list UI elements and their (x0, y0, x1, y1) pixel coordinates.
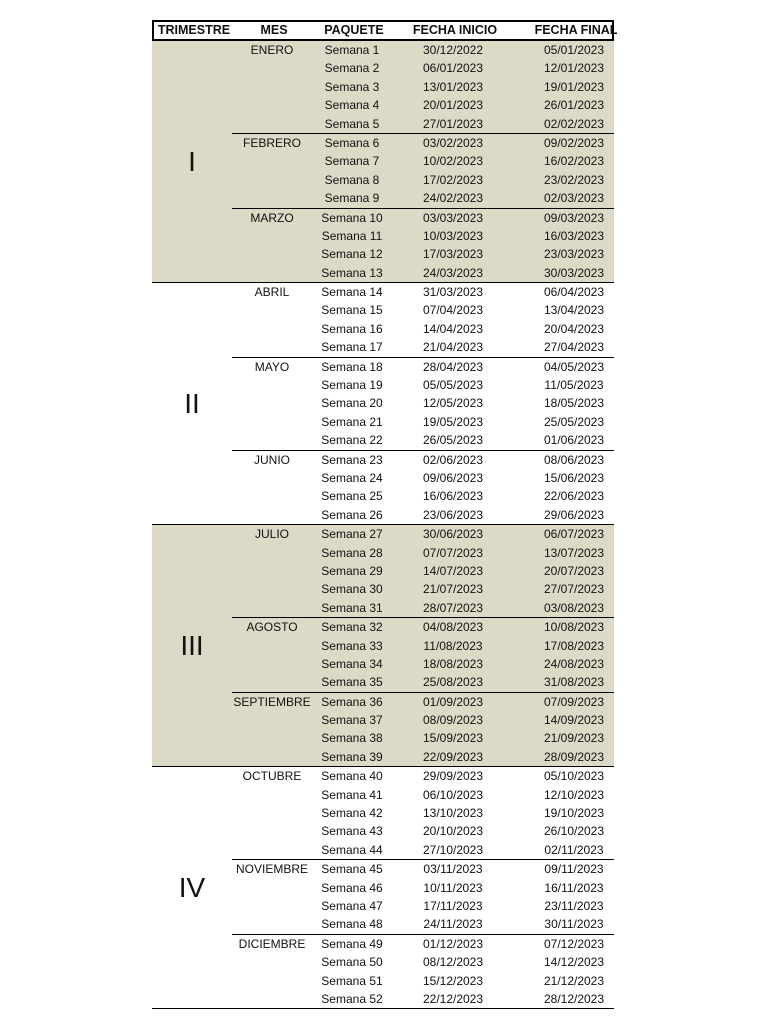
month-block (232, 767, 614, 859)
paquete-cell: Semana 17 (321, 340, 383, 355)
table-row (232, 786, 614, 804)
table-row (232, 693, 614, 711)
fecha-final-cell: 05/01/2023 (543, 43, 605, 57)
table-row (232, 525, 614, 543)
month-block (232, 450, 614, 525)
paquete-cell: Semana 37 (321, 713, 383, 728)
fecha-inicio-cell: 21/04/2023 (422, 340, 484, 355)
paquete-cell: Semana 7 (324, 154, 380, 169)
paquete-cell: Semana 25 (321, 489, 383, 504)
paquete-cell: Semana 45 (321, 862, 383, 877)
table-row (232, 413, 614, 431)
fecha-final-cell: 07/12/2023 (543, 936, 605, 951)
month-block (232, 208, 614, 283)
fecha-inicio-cell: 18/08/2023 (422, 656, 484, 671)
fecha-final-cell: 02/11/2023 (544, 842, 604, 857)
paquete-cell: Semana 3 (324, 79, 380, 94)
paquete-cell: Semana 32 (321, 620, 383, 635)
fecha-inicio-cell: 13/10/2023 (422, 806, 484, 821)
fecha-inicio-cell: 22/12/2023 (422, 991, 484, 1006)
fecha-final-cell: 23/02/2023 (543, 172, 605, 187)
table-row (232, 394, 614, 412)
fecha-final-cell: 14/12/2023 (543, 955, 605, 970)
fecha-final-cell: 31/08/2023 (543, 675, 605, 690)
fecha-inicio-cell: 30/06/2023 (422, 527, 484, 542)
month-label: JUNIO (254, 452, 290, 467)
table-row (232, 822, 614, 840)
table-row (232, 618, 614, 636)
fecha-final-cell: 26/10/2023 (543, 824, 605, 839)
month-block (232, 357, 614, 450)
table-row (232, 953, 614, 971)
table-row (232, 301, 614, 319)
fecha-final-cell: 02/03/2023 (543, 191, 605, 206)
fecha-inicio-cell: 23/06/2023 (422, 507, 484, 522)
fecha-inicio-cell: 08/12/2023 (422, 955, 484, 970)
fecha-final-cell: 09/11/2023 (544, 862, 604, 877)
fecha-inicio-cell: 14/04/2023 (422, 321, 484, 336)
fecha-final-cell: 06/07/2023 (543, 527, 605, 542)
paquete-cell: Semana 51 (321, 973, 383, 988)
paquete-cell: Semana 2 (324, 61, 380, 76)
header-trimestre: TRIMESTRE (157, 23, 231, 37)
month-label: AGOSTO (246, 620, 298, 635)
header-paquete: PAQUETE (324, 23, 384, 37)
fecha-inicio-cell: 20/10/2023 (422, 824, 484, 839)
fecha-final-cell: 17/08/2023 (543, 638, 605, 653)
table-row (232, 209, 614, 227)
month-label: NOVIEMBRE (235, 862, 308, 877)
paquete-cell: Semana 34 (321, 656, 383, 671)
fecha-inicio-cell: 15/12/2023 (422, 973, 484, 988)
fecha-final-cell: 06/04/2023 (543, 285, 605, 300)
fecha-inicio-cell: 24/02/2023 (422, 191, 484, 206)
table-row (232, 711, 614, 729)
table-row (232, 358, 614, 376)
table-row (232, 451, 614, 469)
fecha-final-cell: 26/01/2023 (543, 98, 605, 113)
month-label: OCTUBRE (242, 769, 302, 784)
paquete-cell: Semana 29 (321, 563, 383, 578)
fecha-inicio-cell: 14/07/2023 (422, 563, 484, 578)
fecha-final-cell: 28/12/2023 (543, 991, 605, 1006)
quarter-block (152, 525, 614, 767)
month-label: MARZO (250, 210, 294, 225)
paquete-cell: Semana 9 (324, 191, 380, 206)
quarter-label: II (184, 387, 200, 419)
fecha-final-cell: 29/06/2023 (543, 507, 605, 522)
fecha-final-cell: 21/09/2023 (543, 731, 605, 746)
month-block (232, 934, 614, 1009)
paquete-cell: Semana 16 (321, 321, 383, 336)
paquete-cell: Semana 18 (321, 359, 383, 374)
fecha-final-cell: 30/11/2023 (544, 917, 604, 932)
table-row (232, 41, 614, 59)
table-row (232, 897, 614, 915)
fecha-inicio-cell: 03/03/2023 (422, 210, 484, 225)
fecha-inicio-cell: 01/12/2023 (422, 936, 484, 951)
month-label: ABRIL (254, 285, 290, 300)
table-row (232, 599, 614, 617)
paquete-cell: Semana 19 (321, 378, 383, 393)
month-label: SEPTIEMBRE (233, 694, 311, 709)
fecha-inicio-cell: 16/06/2023 (422, 489, 484, 504)
fecha-final-cell: 12/01/2023 (543, 61, 605, 76)
fecha-inicio-cell: 17/11/2023 (423, 898, 483, 913)
paquete-cell: Semana 31 (321, 600, 383, 615)
table-row (232, 935, 614, 953)
paquete-cell: Semana 20 (321, 396, 383, 411)
fecha-final-cell: 12/10/2023 (543, 787, 605, 802)
fecha-final-cell: 30/03/2023 (543, 265, 605, 280)
fecha-final-cell: 23/11/2023 (544, 898, 604, 913)
quarter-block (152, 283, 614, 525)
table-row (232, 78, 614, 96)
fecha-final-cell: 08/06/2023 (543, 452, 605, 467)
table-row (232, 245, 614, 263)
month-block (232, 617, 614, 692)
fecha-final-cell: 20/04/2023 (543, 321, 605, 336)
fecha-inicio-cell: 17/03/2023 (422, 247, 484, 262)
paquete-cell: Semana 24 (321, 470, 383, 485)
paquete-cell: Semana 38 (321, 731, 383, 746)
fecha-inicio-cell: 24/03/2023 (422, 265, 484, 280)
table-row (232, 655, 614, 673)
month-block (232, 859, 614, 934)
paquete-cell: Semana 46 (321, 880, 383, 895)
fecha-final-cell: 11/05/2023 (544, 378, 604, 393)
table-row (232, 506, 614, 524)
table-row (232, 729, 614, 747)
paquete-cell: Semana 6 (324, 135, 380, 150)
table-row (232, 171, 614, 189)
fecha-final-cell: 19/10/2023 (543, 806, 605, 821)
fecha-final-cell: 04/05/2023 (543, 359, 605, 374)
fecha-inicio-cell: 10/11/2023 (423, 880, 483, 895)
paquete-cell: Semana 22 (321, 433, 383, 448)
paquete-cell: Semana 14 (321, 285, 383, 300)
month-block (232, 41, 614, 133)
fecha-inicio-cell: 10/03/2023 (422, 228, 484, 243)
paquete-cell: Semana 4 (324, 98, 380, 113)
paquete-cell: Semana 36 (321, 694, 383, 709)
fecha-final-cell: 25/05/2023 (543, 414, 605, 429)
fecha-final-cell: 10/08/2023 (543, 620, 605, 635)
fecha-inicio-cell: 15/09/2023 (422, 731, 484, 746)
fecha-inicio-cell: 28/04/2023 (422, 359, 484, 374)
fecha-final-cell: 20/07/2023 (543, 563, 605, 578)
paquete-cell: Semana 23 (321, 452, 383, 467)
fecha-inicio-cell: 19/05/2023 (422, 414, 484, 429)
fecha-final-cell: 27/04/2023 (543, 340, 605, 355)
paquete-cell: Semana 26 (321, 507, 383, 522)
table-row (232, 115, 614, 133)
fecha-final-cell: 07/09/2023 (543, 694, 605, 709)
header-mes: MES (260, 23, 288, 37)
fecha-inicio-cell: 21/07/2023 (422, 582, 484, 597)
fecha-inicio-cell: 27/10/2023 (422, 842, 484, 857)
fecha-inicio-cell: 30/12/2022 (422, 43, 484, 57)
fecha-inicio-cell: 03/11/2023 (423, 862, 483, 877)
table-row (232, 580, 614, 598)
table-row (232, 320, 614, 338)
fecha-final-cell: 02/02/2023 (543, 116, 605, 131)
paquete-cell: Semana 8 (324, 172, 380, 187)
paquete-cell: Semana 30 (321, 582, 383, 597)
fecha-inicio-cell: 22/09/2023 (422, 749, 484, 764)
quarter-block (152, 767, 614, 1009)
month-block (232, 133, 614, 208)
paquete-cell: Semana 1 (324, 43, 380, 57)
table-row (232, 283, 614, 301)
fecha-inicio-cell: 06/10/2023 (422, 787, 484, 802)
fecha-inicio-cell: 07/04/2023 (422, 303, 484, 318)
quarter-block (152, 41, 614, 283)
paquete-cell: Semana 40 (321, 769, 383, 784)
month-label: JULIO (254, 527, 289, 542)
table-row (232, 637, 614, 655)
paquete-cell: Semana 43 (321, 824, 383, 839)
table-row (232, 972, 614, 990)
fecha-final-cell: 13/07/2023 (543, 545, 605, 560)
paquete-cell: Semana 44 (321, 842, 383, 857)
fecha-inicio-cell: 13/01/2023 (422, 79, 484, 94)
header-fecha-final: FECHA FINAL (534, 23, 618, 37)
fecha-final-cell: 21/12/2023 (543, 973, 605, 988)
fecha-final-cell: 27/07/2023 (543, 582, 605, 597)
fecha-final-cell: 22/06/2023 (543, 489, 605, 504)
paquete-cell: Semana 41 (321, 787, 383, 802)
table-row (232, 487, 614, 505)
fecha-inicio-cell: 12/05/2023 (422, 396, 484, 411)
paquete-cell: Semana 52 (321, 991, 383, 1006)
fecha-final-cell: 23/03/2023 (543, 247, 605, 262)
fecha-inicio-cell: 09/06/2023 (422, 470, 484, 485)
month-label: FEBRERO (242, 135, 301, 150)
fecha-final-cell: 09/02/2023 (543, 135, 605, 150)
table-header-row (152, 20, 618, 41)
table-row (232, 264, 614, 282)
fecha-final-cell: 18/05/2023 (543, 396, 605, 411)
fecha-inicio-cell: 04/08/2023 (422, 620, 484, 635)
fecha-inicio-cell: 25/08/2023 (422, 675, 484, 690)
paquete-cell: Semana 10 (321, 210, 383, 225)
fecha-final-cell: 09/03/2023 (543, 210, 605, 225)
fecha-final-cell: 24/08/2023 (543, 656, 605, 671)
fecha-inicio-cell: 26/05/2023 (422, 433, 484, 448)
table-row (232, 338, 614, 356)
paquete-cell: Semana 48 (321, 917, 383, 932)
fecha-inicio-cell: 06/01/2023 (422, 61, 484, 76)
fecha-final-cell: 16/11/2023 (544, 880, 604, 895)
fecha-inicio-cell: 05/05/2023 (422, 378, 484, 393)
fecha-final-cell: 16/02/2023 (543, 154, 605, 169)
fecha-inicio-cell: 20/01/2023 (422, 98, 484, 113)
table-row (232, 152, 614, 170)
fecha-inicio-cell: 24/11/2023 (423, 917, 483, 932)
month-block (232, 525, 614, 617)
paquete-cell: Semana 11 (321, 228, 383, 243)
table-row (232, 990, 614, 1008)
fecha-final-cell: 15/06/2023 (543, 470, 605, 485)
paquete-cell: Semana 15 (321, 303, 383, 318)
fecha-final-cell: 19/01/2023 (543, 79, 605, 94)
paquete-cell: Semana 13 (321, 265, 383, 280)
fecha-final-cell: 01/06/2023 (543, 433, 605, 448)
fecha-inicio-cell: 03/02/2023 (422, 135, 484, 150)
paquete-cell: Semana 49 (321, 936, 383, 951)
table-row (232, 189, 614, 207)
fecha-inicio-cell: 28/07/2023 (422, 600, 484, 615)
paquete-cell: Semana 12 (321, 247, 383, 262)
table-row (232, 748, 614, 766)
fecha-inicio-cell: 10/02/2023 (422, 154, 484, 169)
paquete-cell: Semana 35 (321, 675, 383, 690)
fecha-inicio-cell: 27/01/2023 (422, 116, 484, 131)
fecha-inicio-cell: 11/08/2023 (423, 638, 483, 653)
table-row (232, 841, 614, 859)
table-row (232, 544, 614, 562)
table-row (232, 376, 614, 394)
quarter-label: IV (178, 871, 206, 903)
fecha-inicio-cell: 29/09/2023 (422, 769, 484, 784)
table-row (232, 469, 614, 487)
fecha-inicio-cell: 08/09/2023 (422, 713, 484, 728)
table-row (232, 879, 614, 897)
paquete-cell: Semana 5 (324, 116, 380, 131)
fecha-final-cell: 16/03/2023 (543, 228, 605, 243)
quarter-label: III (180, 629, 204, 661)
paquete-cell: Semana 39 (321, 749, 383, 764)
table-row (232, 673, 614, 691)
month-label: DICIEMBRE (238, 936, 306, 951)
paquete-cell: Semana 42 (321, 806, 383, 821)
calendar-table (152, 20, 618, 1009)
month-label: MAYO (254, 359, 290, 374)
fecha-final-cell: 03/08/2023 (543, 600, 605, 615)
quarter-label: I (188, 145, 196, 177)
fecha-final-cell: 05/10/2023 (543, 769, 605, 784)
table-row (232, 915, 614, 933)
paquete-cell: Semana 33 (321, 638, 383, 653)
table-row (232, 59, 614, 77)
table-row (232, 767, 614, 785)
paquete-cell: Semana 21 (321, 414, 383, 429)
fecha-inicio-cell: 02/06/2023 (422, 452, 484, 467)
paquete-cell: Semana 27 (321, 527, 383, 542)
fecha-inicio-cell: 31/03/2023 (422, 285, 484, 300)
paquete-cell: Semana 28 (321, 545, 383, 560)
table-row (232, 431, 614, 449)
month-label: ENERO (250, 43, 294, 57)
table-row (232, 134, 614, 152)
table-row (232, 804, 614, 822)
fecha-final-cell: 13/04/2023 (543, 303, 605, 318)
fecha-inicio-cell: 07/07/2023 (422, 545, 484, 560)
paquete-cell: Semana 50 (321, 955, 383, 970)
fecha-inicio-cell: 17/02/2023 (422, 172, 484, 187)
month-block (232, 692, 614, 767)
paquete-cell: Semana 47 (321, 898, 383, 913)
table-body (152, 41, 614, 1009)
table-row (232, 562, 614, 580)
header-fecha-inicio: FECHA INICIO (412, 23, 498, 37)
table-row (232, 227, 614, 245)
table-row (232, 96, 614, 114)
fecha-final-cell: 14/09/2023 (543, 713, 605, 728)
table-row (232, 860, 614, 878)
fecha-final-cell: 28/09/2023 (543, 749, 605, 764)
fecha-inicio-cell: 01/09/2023 (422, 694, 484, 709)
month-block (232, 283, 614, 357)
